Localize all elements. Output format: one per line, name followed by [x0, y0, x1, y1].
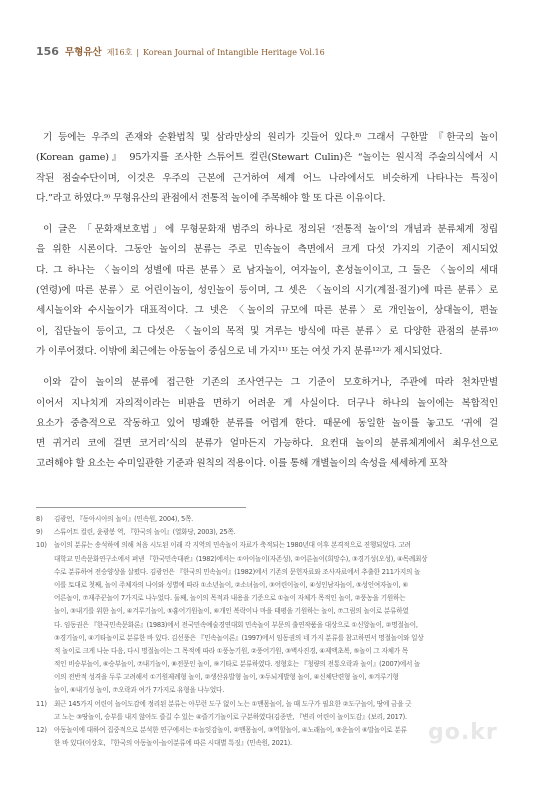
watermark: go.kr [428, 720, 498, 745]
body-text [36, 128, 498, 475]
footnote [36, 539, 498, 697]
footnote-line: 어른놀이, ⑦재주꾼놀이 7가지로 나누었다. 둘째, 놀이의 목적과 내용을 기준으로 ①놀이 자체가 목적인 놀이, ②풍농을 기원하는 [54, 594, 406, 603]
body-line: 고려해야 할 요소는 수미일관한 기준과 원칙의 적용이다. 이를 통해 개별놀이의 속성을 세세하게 포착 [36, 458, 448, 470]
header-separator: | [136, 48, 140, 57]
body-line: 면 귀거리 코에 걸면 코거리’식의 분류가 얼마든지 가능하다. 요컨대 놀이의 분류체계에서 최우선으로 [36, 438, 498, 450]
footnote-text [54, 539, 498, 697]
footnote-divider [36, 507, 246, 508]
footnote [36, 526, 498, 539]
paragraph-gap [36, 209, 498, 220]
footnote-line: 다. 임동권은 『한국민속문화론』(1983)에서 전국민속예술경연대회 민속놀이 부문의 출연작품을 대상으로 ①신앙놀이, ②명절놀이, [54, 620, 418, 629]
body-line: (Korean game)』 95가지를 조사한 스튜어트 컬린(Stewart Culin)은 “놀이는 원시적 주술의식에서 시 [36, 152, 498, 164]
footnote-number: 10) [36, 541, 47, 550]
footnote-line: 수로 분류하여 전승양상을 살폈다. 김광언은 『한국의 민속놀이』(1982)에서 기존의 문헌자료와 조사자료에서 추출한 211가지의 놀 [54, 567, 421, 576]
footnote-line: 적 놀이로 크게 나눈 다음, 다시 명절놀이는 그 목적에 따라 ①풍농기원, ②풍어기원, ③벽사진경, ④제액초복, ⑤놀이 그 자체가 목 [54, 646, 409, 655]
body-paragraph [36, 220, 498, 362]
footnote-line: 한 바 있다(이상호, 『한국의 아동놀이-놀이분류에 따른 시대별 특징』(민속원, 2021). [54, 739, 292, 748]
body-paragraph [36, 128, 498, 209]
paragraph-gap [36, 362, 498, 373]
body-line: 다. 그 하나는 〈놀이의 성별에 따른 분류〉로 남자놀이, 여자놀이, 혼성놀이이고, 그 둘은 〈놀이의 세대 [36, 264, 498, 276]
body-line: 요소가 중층적으로 작동하고 있어 명쾌한 분류를 어렵게 한다. 때문에 동일한 놀이를 놓고도 ‘귀에 걸 [36, 417, 498, 429]
footnotes [36, 513, 498, 750]
footnote-line: 고 노는 ③땅놀이, 승부를 내지 않아도 즐길 수 있는 ④즐기기놀이로 구분하였다(김종만, 『변리 어린이 놀이도감』(보리, 2017). [54, 712, 407, 721]
body-line: 세시놀이와 수시놀이가 대표적이다. 그 넷은 〈놀이의 규모에 따른 분류〉로 개인놀이, 상대놀이, 편놀 [36, 305, 498, 317]
footnote-line: 놀이, ⑥내기성 놀이, ⑦오락과 여가 7가지로 유형을 나누었다. [54, 686, 225, 695]
footnote-text [54, 526, 498, 539]
footnote-number: 11) [36, 699, 47, 708]
footnote-number: 12) [36, 726, 47, 735]
footnote-line: 대학교 민속문화연구소에서 펴낸 『한국민속대관』(1982)에서는 ①아이놀이(자존성), ②어른놀이(희망수), ③경기성(오성), ④목례최상 [54, 554, 428, 563]
footnote-line: 놀이, ③내기를 위한 놀이, ④겨루기놀이, ⑤흉어기원놀이, ⑥개인 복락이나 마을 태평을 기원하는 놀이, ⑦그림의 놀이로 분류하였 [54, 607, 409, 616]
footnote-text [54, 513, 498, 526]
footnote-line: 적인 비승부놀이, ⑥승부놀이, ⑦내기놀이, ⑧전문인 놀이, ⑨기타로 분류하였다. 정형호는 『청량의 전통오락과 놀이』(2007)에서 놀 [54, 660, 421, 669]
body-line: 이, 집단놀이 등이고, 그 다섯은 〈놀이의 목적 및 겨루는 방식에 따른 분류〉로 다양한 관점의 분류¹⁰⁾ [36, 325, 498, 337]
body-line: 다.”라고 하였다.⁹⁾ 무형유산의 관점에서 전통적 놀이에 주목해야 할 또 다른 이유이다. [36, 192, 386, 204]
footnote-line: 김광언, 『동아시아의 놀이』(민속원, 2004), 5쪽. [54, 515, 194, 523]
body-line: 작된 점술수단이며, 이것은 우주의 근본에 근거하여 세계 어느 나라에서도 비슷하게 나타나는 특징이 [36, 172, 498, 184]
footnote-line: 최근 145가지 어린이 놀이도감에 정리된 분류는 아무런 도구 없이 노는 ①맨몸놀이, 놀 때 도구가 필요한 ②도구놀이, 땅에 금을 긋 [54, 699, 412, 708]
footnote-number: 9) [36, 528, 43, 537]
body-line: 을 위한 시론이다. 그동안 놀이의 분류는 주로 민속놀이 측면에서 크게 다섯 가지의 기준이 제시되었 [36, 244, 498, 256]
body-line: 이어서 지나치게 자의적이라는 비판을 면하기 어려운 게 사실이다. 더구나 하나의 놀이에는 복합적인 [36, 397, 498, 409]
volume-ko: 제16호 [106, 48, 133, 57]
body-line: 이와 같이 놀이의 분류에 접근한 기존의 조사연구는 그 기준이 모호하거나, 주관에 따라 천차만별 [43, 377, 498, 389]
body-line: 가 이루어졌다. 이밖에 최근에는 아동놀이 중심으로 네 가지¹¹⁾ 또는 여섯 가지 분류¹²⁾가 제시되었다. [36, 345, 443, 357]
body-line: (연령)에 따른 분류〉로 어린이놀이, 성인놀이 등이며, 그 셋은 〈놀이의 시기(계절·절기)에 따른 분류〉로 [36, 285, 498, 297]
journal-title-ko: 무형유산 [64, 47, 102, 58]
footnote-number: 8) [36, 515, 43, 523]
footnote-line: 이의 전반적 성격을 두루 고려해서 ①기원제례형 놀이, ②생산유발형 놀이, ③두뇌게발형 놀이, ④신체단련형 놀이, ⑤겨루기형 [54, 673, 399, 682]
footnote-line: ③경기놀이, ④기타놀이로 분류한 바 있다. 김선풍은 『민속놀이론』(1997)에서 임동권의 네 가지 분류를 참고하면서 명절놀이와 일상 [54, 633, 424, 642]
footnote-line: 놀이의 분류는 송석하에 의해 처음 시도된 이래 각 지역의 민속놀이 자료가 축적되는 1980년대 이후 본격적으로 진행되었다. 고려 [54, 541, 411, 550]
journal-title-en: Korean Journal of Intangible Heritage Vol.16 [143, 48, 325, 57]
footnote [36, 513, 498, 526]
page-number: 156 [36, 45, 59, 58]
footnote-line: 이를 토대로 첫째, 놀이 주체자의 나이와 성별에 따라 ①소년놀이, ②소녀놀이, ③어린이놀이, ④성인남자놀이, ⑤성인여자놀이, ⑥ [54, 580, 409, 589]
body-line: 이 글은 「문화재보호법」에 무형문화재 범주의 하나로 정의된 ‘전통적 놀이’의 개념과 분류체계 정립 [43, 224, 498, 236]
footnote-line: 스튜어트 컬린, 윤광봉 역, 『한국의 놀이』(열화당, 2003), 25쪽. [54, 528, 236, 537]
body-line: 기 등에는 우주의 존재와 순환법칙 및 삼라만상의 원리가 깃들어 있다.⁸⁾ 그래서 구한말 『한국의 놀이 [43, 132, 498, 143]
body-paragraph [36, 373, 498, 474]
footnote-line: 아동놀이에 대하여 집중적으로 분석한 연구에서는 ①놀잇감놀이, ②맨몸놀이, ③역할놀이, ④노래놀이, ⑤운놀이 ⑥말놀이로 분류 [54, 726, 407, 735]
running-header [36, 44, 325, 58]
